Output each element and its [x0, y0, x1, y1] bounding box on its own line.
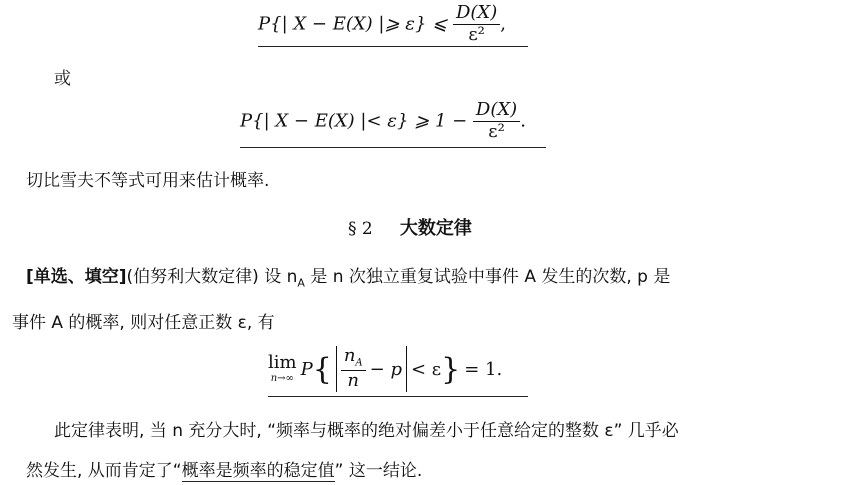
paragraph-text: 是 n 次独立重复试验中事件 A 发生的次数, p 是	[304, 267, 671, 287]
limit-text: lim	[268, 352, 297, 373]
section-heading	[348, 214, 472, 240]
section-number: § 2	[348, 219, 373, 239]
fraction	[453, 4, 500, 45]
fraction-denominator: ε²	[468, 23, 485, 45]
paragraph-text: (伯努利大数定律) 设 n	[126, 267, 298, 287]
paragraph-text: 然发生, 从而肯定了“	[26, 461, 182, 481]
bernoulli-paragraph-line1	[26, 262, 670, 289]
formula-chebyshev-inequality	[240, 101, 546, 148]
fraction-numerator: D(X)	[473, 101, 520, 122]
limit-operator	[268, 354, 297, 384]
abs-bar-left	[336, 346, 337, 392]
limit-subscript: n→∞	[270, 373, 294, 384]
paragraph-text: ” 这一结论.	[334, 461, 423, 481]
formula-tail: ,	[500, 13, 506, 35]
abs-bar-right	[406, 346, 407, 392]
interpretation-line2	[26, 456, 422, 481]
fraction-denominator: n	[347, 370, 360, 392]
subscript: A	[297, 276, 305, 290]
bernoulli-paragraph-line2: 事件 A 的概率, 则对任意正数 ε, 有	[12, 313, 275, 333]
formula-lhs: P{| X − E(X) |< ε} ⩾ 1 −	[240, 110, 468, 132]
formula-tail: .	[520, 110, 526, 132]
less-than-epsilon: < ε	[410, 358, 442, 380]
minus-p: − p	[369, 358, 402, 380]
fraction-numerator: D(X)	[453, 4, 500, 25]
section-title: 大数定律	[399, 218, 472, 239]
chebyshev-usage-text: 切比雪夫不等式可用来估计概率.	[26, 171, 270, 191]
formula-markov-inequality	[258, 4, 528, 47]
question-type-tag: [单选、填空]	[26, 267, 127, 287]
left-brace: {	[312, 351, 332, 387]
underlined-phrase: 概率是频率的稳定值	[181, 461, 335, 481]
fraction-numerator: $n_A$	[341, 347, 366, 371]
right-brace: }	[441, 351, 461, 387]
probability-symbol: P	[300, 358, 313, 380]
formula-bernoulli-law	[268, 342, 528, 397]
equals-one: = 1.	[464, 358, 503, 380]
fraction	[473, 101, 520, 142]
or-word: 或	[54, 69, 71, 89]
interpretation-line1: 此定律表明, 当 n 充分大时, “频率与概率的绝对偏差小于任意给定的整数 ε” 几乎必	[54, 421, 679, 441]
formula-lhs: P{| X − E(X) |⩾ ε} ⩽	[258, 13, 448, 35]
fraction-denominator: ε²	[488, 120, 505, 142]
fraction	[341, 347, 366, 391]
